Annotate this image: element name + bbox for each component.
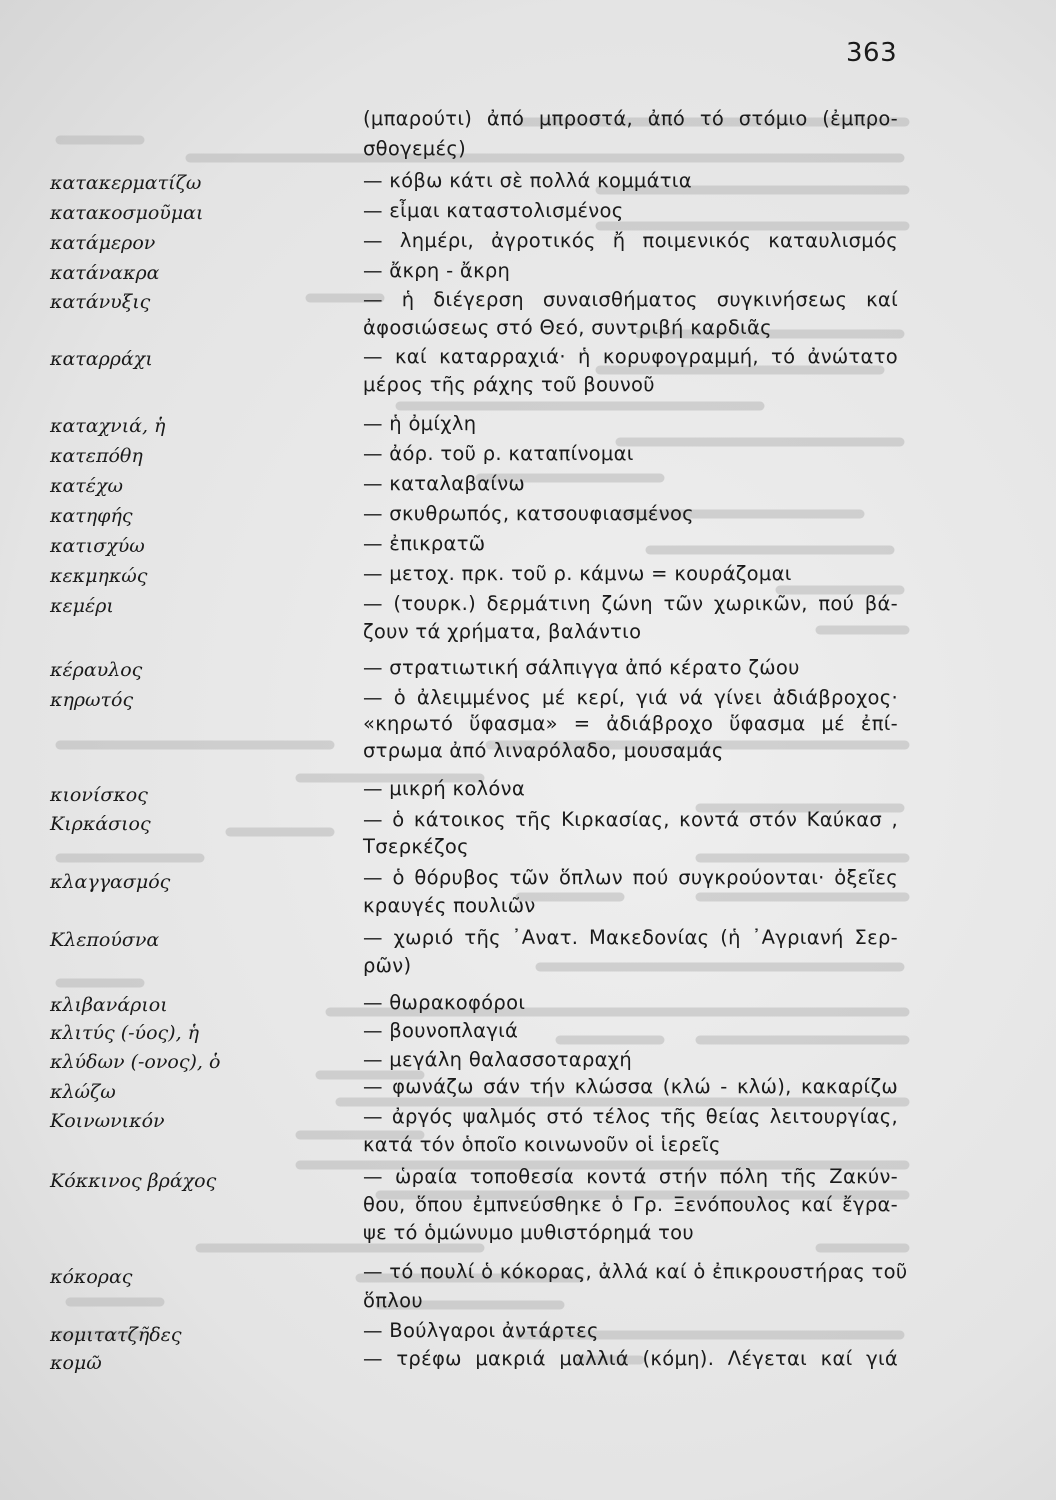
- entry-term: κατηφής: [50, 505, 133, 527]
- definition-line: — ἀργός ψαλμός στό τέλος τῆς θείας λειτουργίας,: [363, 1105, 898, 1128]
- entry-term: κλιτύς (-ύος), ἡ: [50, 1022, 200, 1044]
- definition-line: — ὁ θόρυβος τῶν ὅπλων πού συγκρούονται· ὀξεῖες: [363, 866, 898, 889]
- definition-line: ὅπλου: [363, 1289, 423, 1312]
- page-number: 363: [846, 38, 898, 68]
- definition-line: Τσερκέζος: [363, 835, 469, 858]
- definition-line: — ἄκρη - ἄκρη: [363, 259, 511, 282]
- entry-term: κλιβανάριοι: [50, 994, 168, 1016]
- entry-term: κλαγγασμός: [50, 871, 171, 893]
- entry-term: κομῶ: [50, 1352, 102, 1374]
- definition-line: — ἡ ὀμίχλη: [363, 412, 477, 435]
- entry-term: Κλεπούσνα: [50, 929, 160, 951]
- definition-line: στρωμα ἀπό λιναρόλαδο, μουσαμάς: [363, 739, 724, 762]
- definition-line: — Βούλγαροι ἀντάρτες: [363, 1319, 599, 1342]
- definition-line: — μεγάλη θαλασσοταραχή: [363, 1048, 633, 1071]
- definition-line: ζουν τά χρήματα, βαλάντιο: [363, 620, 642, 643]
- entry-term: κατακοσμοῦμαι: [50, 202, 204, 224]
- entry-term: καταρράχι: [50, 348, 153, 370]
- definition-line: — φωνάζω σάν τήν κλώσσα (κλώ - κλώ), κακαρίζω: [363, 1075, 898, 1098]
- entry-term: καταχνιά, ἡ: [50, 415, 166, 437]
- definition-line: ψε τό ὁμώνυμο μυθιστόρημά του: [363, 1221, 694, 1244]
- entry-term: κέραυλος: [50, 659, 143, 681]
- definition-line: — στρατιωτική σάλπιγγα ἀπό κέρατο ζώου: [363, 656, 800, 679]
- definition-line: — τρέφω μακριά μαλλιά (κόμη). Λέγεται καί γιά: [363, 1347, 898, 1370]
- definition-line: κραυγές πουλιῶν: [363, 894, 536, 917]
- definition-line: — ἡ διέγερση συναισθήματος συγκινήσεως καί: [363, 288, 898, 311]
- definition-line: σθογεμές): [363, 137, 466, 160]
- definition-line: — (τουρκ.) δερμάτινη ζώνη τῶν χωρικῶν, πού βά-: [363, 592, 898, 615]
- definition-line: — λημέρι, ἀγροτικός ἤ ποιμενικός καταυλισμός: [363, 229, 898, 252]
- definition-line: θου, ὅπου ἐμπνεύσθηκε ὁ Γρ. Ξενόπουλος καί ἔγρα-: [363, 1193, 898, 1216]
- definition-line: — σκυθρωπός, κατσουφιασμένος: [363, 502, 694, 525]
- entry-term: κατισχύω: [50, 535, 145, 557]
- definition-line: — ἀόρ. τοῦ ρ. καταπίνομαι: [363, 442, 634, 465]
- definition-line: — ὁ ἀλειμμένος μέ κερί, γιά νά γίνει ἀδιάβροχος·: [363, 686, 898, 709]
- definition-line: — ὡραία τοποθεσία κοντά στήν πόλη τῆς Ζακύν-: [363, 1165, 898, 1188]
- entry-term: κεμέρι: [50, 595, 114, 617]
- definition-line: «κηρωτό ὕφασμα» = ἀδιάβροχο ὕφασμα μέ ἐπί-: [363, 712, 898, 735]
- entry-term: κατάμερον: [50, 232, 156, 254]
- entry-term: κηρωτός: [50, 689, 134, 711]
- definition-line: — τό πουλί ὁ κόκορας, ἀλλά καί ὁ ἐπικρουστήρας τοῦ: [363, 1260, 908, 1283]
- entry-term: κατακερματίζω: [50, 172, 202, 194]
- entry-term: κλύδων (-ονος), ὁ: [50, 1051, 221, 1073]
- entry-term: κατέχω: [50, 475, 124, 497]
- definition-line: ἀφοσιώσεως στό Θεό, συντριβή καρδιᾶς: [363, 316, 772, 339]
- definition-line: — χωριό τῆς ᾿Ανατ. Μακεδονίας (ἡ ᾿Αγριανή Σερ-: [363, 926, 898, 949]
- definition-line: — κόβω κάτι σὲ πολλά κομμάτια: [363, 169, 692, 192]
- entry-term: κατάνυξις: [50, 291, 151, 313]
- entry-term: κομιτατζῆδες: [50, 1324, 182, 1346]
- definition-line: — μικρή κολόνα: [363, 777, 525, 800]
- entry-term: κεκμηκώς: [50, 565, 148, 587]
- entry-term: κατεπόθη: [50, 445, 143, 467]
- entry-term: Κοινωνικόν: [50, 1110, 165, 1132]
- entry-term: κλώζω: [50, 1081, 116, 1103]
- entry-term: κόκορας: [50, 1266, 133, 1288]
- definition-line: — θωρακοφόροι: [363, 991, 526, 1014]
- definition-line: — ἐπικρατῶ: [363, 532, 486, 555]
- definition-line: κατά τόν ὁποῖο κοινωνοῦν οἱ ἱερεῖς: [363, 1133, 721, 1156]
- definition-line: μέρος τῆς ράχης τοῦ βουνοῦ: [363, 373, 655, 396]
- definition-line: — καί καταρραχιά· ἡ κορυφογραμμή, τό ἀνώτατο: [363, 345, 898, 368]
- definition-line: — καταλαβαίνω: [363, 472, 526, 495]
- definition-line: — ὁ κάτοικος τῆς Κιρκασίας, κοντά στόν Καύκασ ,: [363, 808, 898, 831]
- entry-term: Κιρκάσιος: [50, 813, 151, 835]
- definition-line: (μπαρούτι) ἀπό μπροστά, ἀπό τό στόμιο (ἐμπρο-: [363, 107, 898, 130]
- entry-term: Κόκκινος βράχος: [50, 1170, 217, 1192]
- definition-line: — εἶμαι καταστολισμένος: [363, 199, 624, 222]
- definition-line: — μετοχ. πρκ. τοῦ ρ. κάμνω = κουράζομαι: [363, 562, 792, 585]
- definition-line: ρῶν): [363, 954, 412, 977]
- definition-line: — βουνοπλαγιά: [363, 1019, 519, 1042]
- entry-term: κιονίσκος: [50, 784, 148, 806]
- entry-term: κατάνακρα: [50, 262, 160, 284]
